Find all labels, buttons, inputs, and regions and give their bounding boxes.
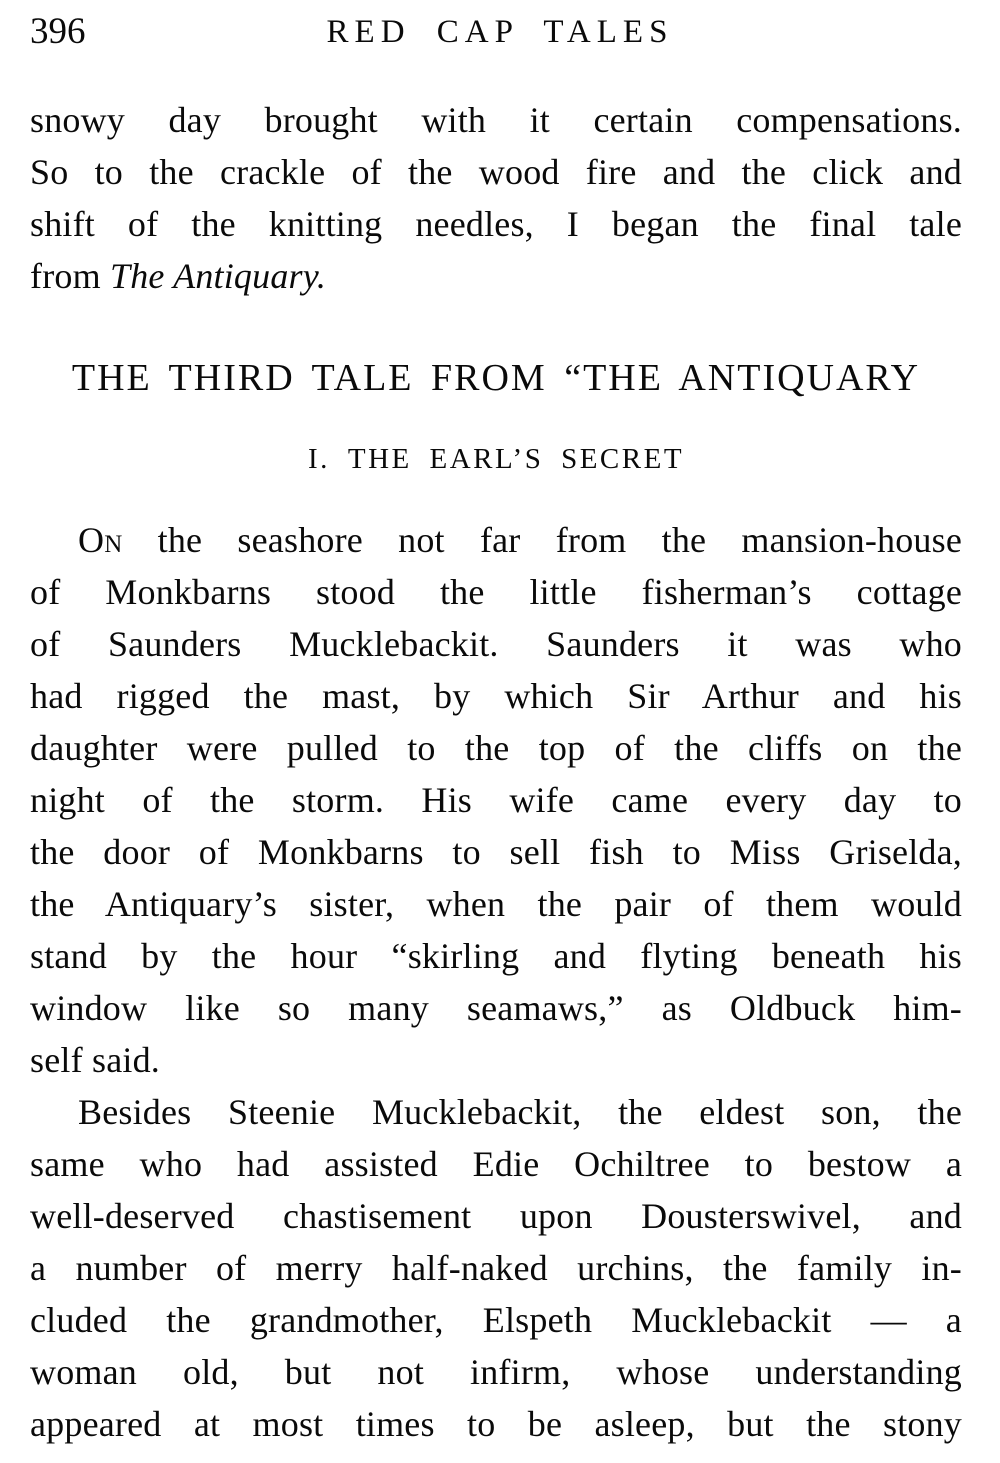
text-line (30, 146, 962, 198)
text-segment: daughter were pulled to the top of the cliffs on the (30, 728, 962, 768)
paragraph-2 (30, 1086, 962, 1450)
text-line (30, 826, 962, 878)
running-title: RED CAP TALES (326, 14, 674, 50)
text-line (30, 774, 962, 826)
text-line (30, 930, 962, 982)
page-header (0, 0, 1000, 60)
text-line (30, 1138, 962, 1190)
text-line (30, 722, 962, 774)
page-number: 396 (30, 11, 86, 52)
text-segment: On (78, 520, 123, 560)
text-line (30, 94, 962, 146)
text-line (30, 670, 962, 722)
text-block (0, 94, 1000, 1450)
text-segment: the seashore not far from the mansion-house (122, 520, 962, 560)
text-line (30, 566, 962, 618)
text-segment: from (30, 256, 110, 296)
text-segment: snowy day brought with it certain compensations. (30, 100, 962, 140)
text-segment: woman old, but not infirm, whose understanding (30, 1352, 962, 1392)
section-heading (30, 444, 962, 474)
text-line (30, 514, 962, 566)
section-numeral: I. (307, 443, 330, 475)
opening-paragraph (30, 94, 962, 302)
text-segment: window like so many seamaws,” as Oldbuck him- (30, 988, 962, 1028)
section-title: THE EARL’S SECRET (347, 443, 685, 475)
paragraph-1 (30, 514, 962, 1086)
text-segment: So to the crackle of the wood fire and the click and (30, 152, 962, 192)
text-segment: night of the storm. His wife came every day to (30, 780, 962, 820)
book-title-italic: The Antiquary. (109, 256, 327, 296)
text-line (30, 1398, 962, 1450)
text-segment: the Antiquary’s sister, when the pair of them would (30, 884, 962, 924)
text-segment: appeared at most times to be asleep, but the stony (30, 1404, 962, 1444)
text-line (30, 1242, 962, 1294)
text-segment: cluded the grandmother, Elspeth Mucklebackit — a (30, 1300, 962, 1340)
text-line (30, 618, 962, 670)
text-line (30, 1346, 962, 1398)
text-segment: Besides Steenie Mucklebackit, the eldest son, the (78, 1092, 962, 1132)
text-line (30, 1294, 962, 1346)
text-segment: the door of Monkbarns to sell fish to Miss Griselda, (30, 832, 962, 872)
text-line (30, 1086, 962, 1138)
text-segment: of Saunders Mucklebackit. Saunders it was who (30, 624, 962, 664)
text-segment: a number of merry half-naked urchins, the family in- (30, 1248, 962, 1288)
text-line (30, 198, 962, 250)
text-line (30, 1034, 962, 1086)
text-line (30, 250, 962, 302)
text-line (30, 982, 962, 1034)
chapter-heading: THE THIRD TALE FROM “THE ANTIQUARY (71, 357, 921, 399)
text-segment: stand by the hour “skirling and flyting beneath his (30, 936, 962, 976)
text-segment: well-deserved chastisement upon Dousterswivel, and (30, 1196, 962, 1236)
text-segment: shift of the knitting needles, I began the final tale (30, 204, 962, 244)
text-segment: of Monkbarns stood the little fisherman’s cottage (30, 572, 962, 612)
text-segment: self said. (30, 1040, 160, 1080)
text-line (30, 878, 962, 930)
text-line (30, 1190, 962, 1242)
text-segment: had rigged the mast, by which Sir Arthur and his (30, 676, 962, 716)
text-segment: same who had assisted Edie Ochiltree to bestow a (30, 1144, 962, 1184)
